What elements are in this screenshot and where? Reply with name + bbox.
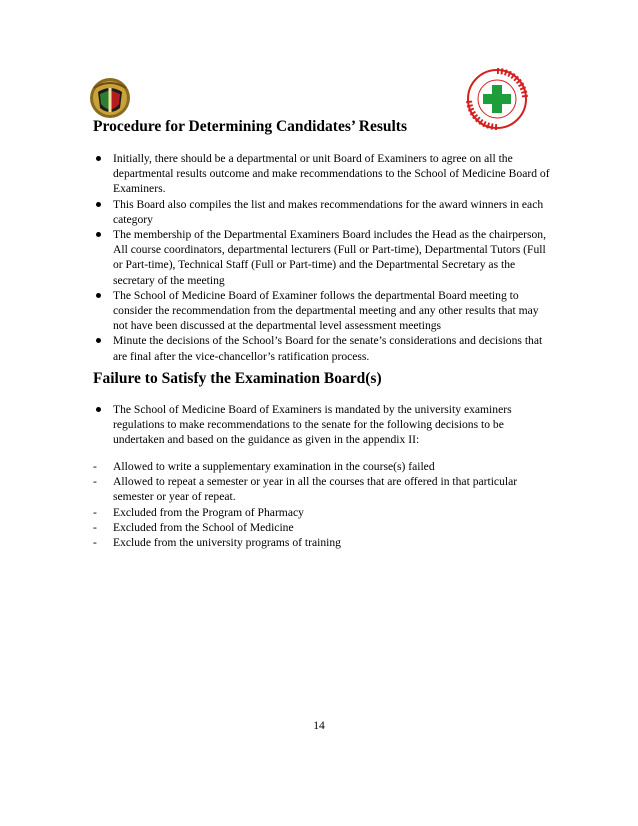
university-crest-icon: [88, 76, 132, 120]
list-item: - Excluded from the Program of Pharmacy: [93, 505, 304, 519]
failure-list: [93, 402, 553, 448]
dash-marker: -: [93, 536, 97, 550]
dash-marker: -: [93, 505, 97, 519]
list-item: - Excluded from the School of Medicine: [93, 520, 294, 534]
list-item: The School of Medicine Board of Examiner follows the departmental Board meeting to consider the recommendation from the departmental meeting and any other results that may not have been discussed at the departmental level assessment meetings: [113, 288, 539, 333]
list-item: The membership of the Departmental Examiners Board includes the Head as the chairperson, All course coordinators, departmental lecturers (Full or Part-time), Departmental Tutors (Full or Part-time), Technical Staff (Full or Part-time) and the Departmental Secretary as the secretary of the meeting: [113, 228, 547, 287]
section-title-procedure: Procedure for Determining Candidates’ Results: [93, 118, 407, 135]
list-item: Minute the decisions of the School’s Board for the senate’s considerations and decisions that are final after the vice-chancellor’s ratification process.: [113, 334, 543, 363]
list-item: - Allowed to repeat a semester or year in all the courses that are offered in that particular semester or year of repeat.: [93, 475, 518, 504]
section-title-failure: Failure to Satisfy the Examination Board(s): [93, 370, 382, 387]
list-item: This Board also compiles the list and makes recommendations for the award winners in each category: [113, 197, 544, 226]
dash-marker: -: [93, 475, 97, 489]
dash-marker: -: [93, 460, 97, 473]
dash-marker: -: [93, 520, 97, 534]
procedure-list: [93, 151, 553, 364]
list-item: The School of Medicine Board of Examiners is mandated by the university examiners regulations to make recommendations to the senate for the following decisions to be undertaken and based on the guidance as given in the appendix II:: [113, 403, 512, 447]
list-item: - Allowed to write a supplementary examination in the course(s) failed: [93, 460, 435, 473]
page-number: 14: [313, 719, 325, 732]
decision-options-list: [93, 459, 553, 550]
list-item: Initially, there should be a departmental or unit Board of Examiners to agree on all the departmental results outcome and make recommendations to the School of Medicine Board of Examiners.: [113, 152, 550, 196]
list-item: - Exclude from the university programs of training: [93, 536, 341, 550]
pharmacy-department-logo-icon: [466, 68, 528, 130]
